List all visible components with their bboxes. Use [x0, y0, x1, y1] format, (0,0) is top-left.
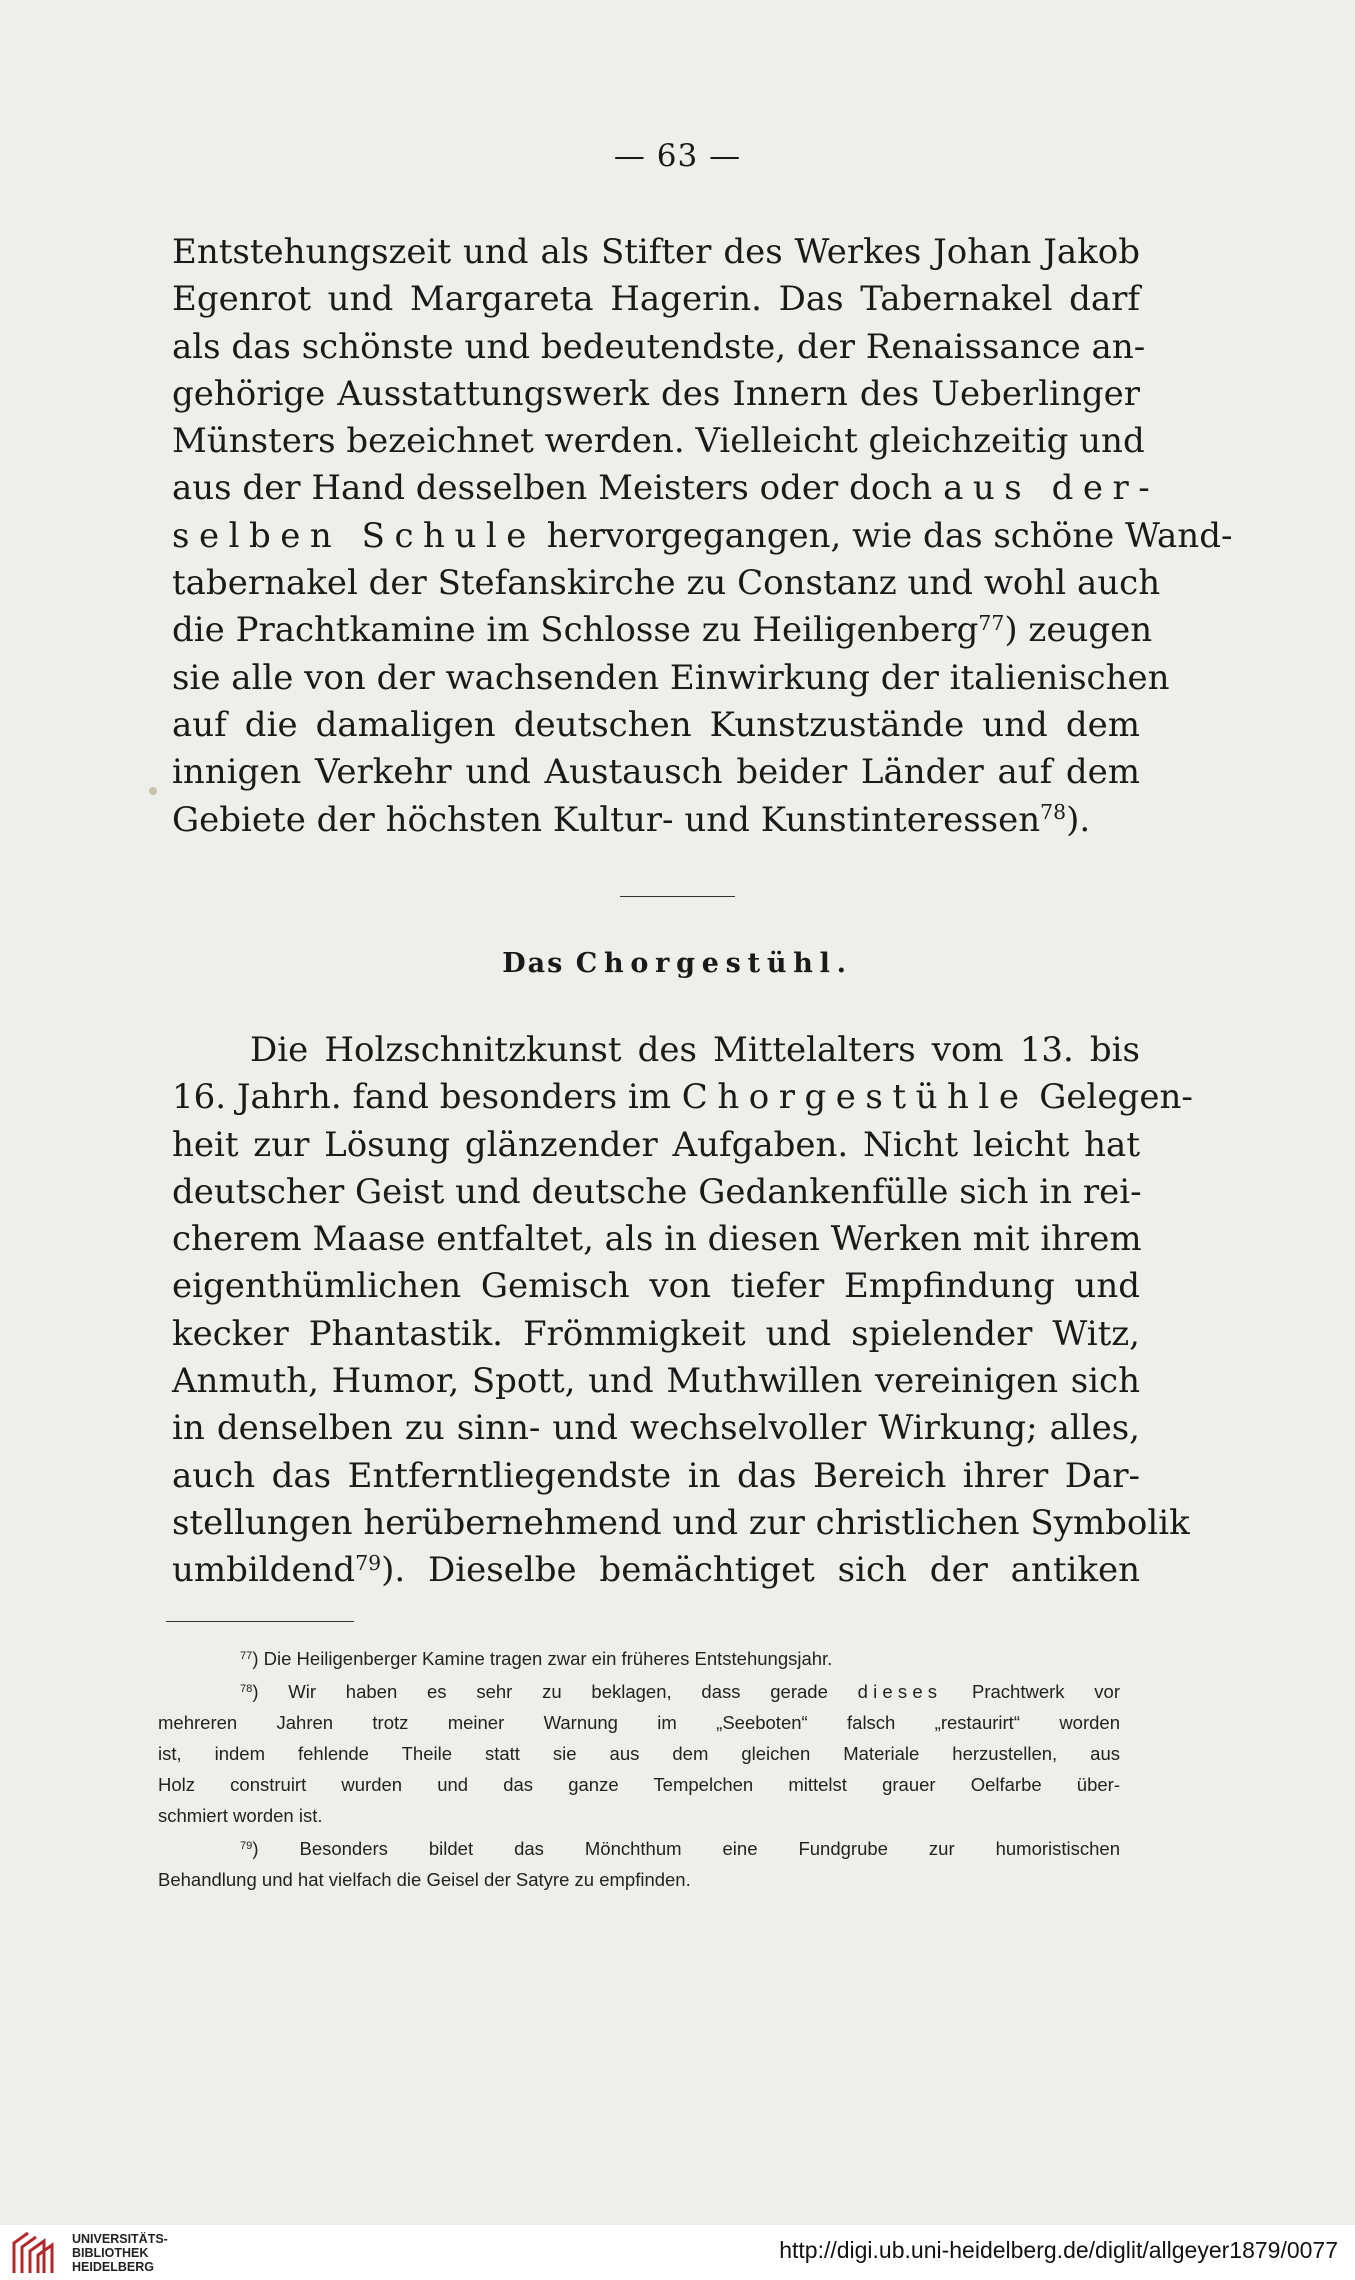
footnote-line: Holz construirt wurden und das ganze Tempelchen mittelst grauer Oelfarbe über-: [158, 1774, 1120, 1795]
text-line: eigenthümlichen Gemisch von tiefer Empfindung und: [172, 1266, 1140, 1307]
text-segment: Gebiete der höchsten Kultur- und Kunstinteressen: [172, 799, 1041, 840]
footnote-line: mehreren Jahren trotz meiner Warnung im „Seeboten“ falsch „restaurirt“ worden: [158, 1712, 1120, 1733]
page-number: — 63 —: [613, 138, 742, 174]
text-line: [172, 1074, 1193, 1121]
text-line: [172, 513, 1233, 560]
footnote-79: [158, 1833, 1120, 1864]
text-line: Egenrot und Margareta Hagerin. Das Tabernakel darf: [172, 279, 1140, 320]
text-line: gehörige Ausstattungswerk des Innern des Ueberlinger: [172, 373, 1140, 414]
footnote-mark: 78: [240, 1682, 253, 1695]
text-segment: ) zeugen: [1004, 610, 1153, 651]
text-line: auch das Entferntliegendste in das Bereich ihrer Dar-: [172, 1455, 1140, 1496]
text-line: in denselben zu sinn- und wechselvoller Wirkung; alles,: [172, 1408, 1140, 1449]
text-line: heit zur Lösung glänzender Aufgaben. Nicht leicht hat: [172, 1124, 1140, 1165]
footnote-text: ) Wir haben es sehr zu beklagen, dass gerade: [252, 1681, 858, 1702]
heading-word-spaced: Chorgestühl.: [575, 948, 853, 979]
footnote-line: Behandlung und hat vielfach die Geisel der Satyre zu empfinden.: [158, 1869, 691, 1890]
spaced-emphasis: selben Schule: [172, 515, 536, 556]
paragraph-1: [172, 229, 1233, 844]
text-line: [172, 1547, 1140, 1594]
text-line: stellungen herübernehmend und zur christlichen Symbolik: [172, 1502, 1190, 1543]
footnote-text: Prachtwerk vor: [942, 1681, 1120, 1702]
footnote-mark: 79: [240, 1839, 253, 1852]
text-line: [172, 465, 1160, 512]
text-line: deutscher Geist und deutsche Gedankenfülle sich in rei-: [172, 1171, 1142, 1212]
library-name-line: HEIDELBERG: [72, 2260, 154, 2274]
paper-stain: [149, 787, 157, 795]
spaced-emphasis: Chorgestühle: [681, 1077, 1029, 1118]
footnote-text: ) Die Heiligenberger Kamine tragen zwar ein früheres Entstehungsjahr.: [252, 1648, 833, 1669]
library-logo-icon: [10, 2229, 58, 2275]
spaced-emphasis: dieses: [857, 1681, 943, 1702]
text-line: auf die damaligen deutschen Kunstzustände und dem: [172, 704, 1140, 745]
text-segment: ). Dieselbe bemächtiget sich der antiken: [381, 1550, 1140, 1591]
footnote-78: [158, 1676, 1120, 1707]
section-heading: [0, 948, 1355, 979]
text-segment: die Prachtkamine im Schlosse zu Heiligenberg: [172, 610, 979, 651]
footnote-77: [158, 1643, 1120, 1674]
footnote-mark: 77: [240, 1649, 253, 1662]
section-divider: [620, 896, 735, 897]
footnote-line: ist, indem fehlende Theile statt sie aus dem gleichen Materiale herzustellen, aus: [158, 1743, 1120, 1764]
library-name-line: BIBLIOTHEK: [72, 2246, 149, 2260]
text-line: tabernakel der Stefanskirche zu Constanz und wohl auch: [172, 563, 1161, 604]
text-line: kecker Phantastik. Frömmigkeit und spielender Witz,: [172, 1313, 1140, 1354]
footnote-text: ) Besonders bildet das Mönchthum eine Fundgrube zur humoristischen: [252, 1838, 1120, 1859]
text-segment: 16. Jahrh. fand besonders im: [172, 1077, 682, 1118]
footnote-line: schmiert worden ist.: [158, 1805, 323, 1826]
text-line: [172, 797, 1140, 844]
footnote-ref: 79: [355, 1551, 382, 1576]
text-line: innigen Verkehr und Austausch beider Länder auf dem: [172, 752, 1140, 793]
text-segment: umbildend: [172, 1550, 356, 1591]
paragraph-2: [172, 1027, 1193, 1595]
library-name-line: UNIVERSITÄTS-: [72, 2232, 168, 2246]
text-line: Entstehungszeit und als Stifter des Werkes Johan Jakob: [172, 232, 1140, 272]
text-line: Münsters bezeichnet werden. Vielleicht gleichzeitig und: [172, 421, 1145, 462]
text-segment: ).: [1066, 799, 1091, 840]
text-line: als das schönste und bedeutendste, der Renaissance an-: [172, 326, 1146, 367]
permalink-url[interactable]: http://digi.ub.uni-heidelberg.de/diglit/allgeyer1879/0077: [779, 2237, 1338, 2263]
footnote-ref: 78: [1040, 800, 1067, 825]
text-line: sie alle von der wachsenden Einwirkung der italienischen: [172, 657, 1170, 698]
text-line: [172, 607, 1153, 654]
footnote-divider: [166, 1621, 354, 1622]
footnotes: [158, 1643, 1120, 1895]
text-segment: hervorgegangen, wie das schöne Wand-: [535, 515, 1233, 556]
text-line: Die Holzschnitzkunst des Mittelalters vom 13. bis: [250, 1030, 1140, 1070]
heading-word: Das: [502, 948, 565, 979]
footnote-ref: 77: [978, 611, 1005, 636]
spaced-emphasis: aus der-: [943, 468, 1160, 509]
library-name: [72, 2232, 168, 2274]
text-line: cherem Maase entfaltet, als in diesen Werken mit ihrem: [172, 1219, 1142, 1260]
text-segment: aus der Hand desselben Meisters oder doch: [172, 468, 944, 509]
digitization-footer: [0, 2225, 1355, 2280]
text-line: Anmuth, Humor, Spott, und Muthwillen vereinigen sich: [172, 1361, 1140, 1402]
text-segment: Gelegen-: [1028, 1077, 1193, 1118]
